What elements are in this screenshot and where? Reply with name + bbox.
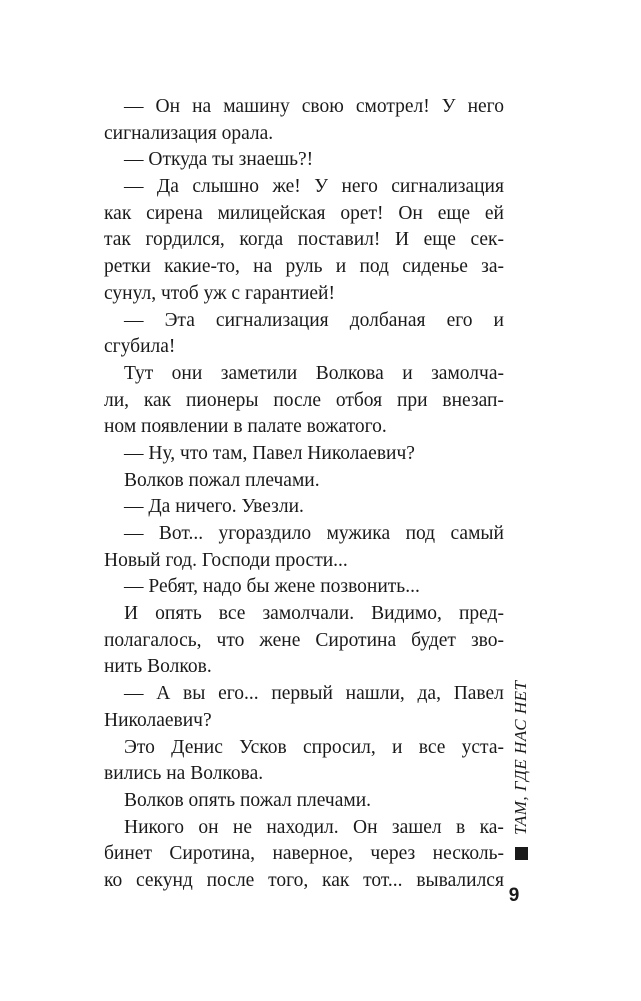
text-line: — Ну, что там, Павел Николаевич?: [124, 442, 415, 464]
text-line: Волков пожал плечами.: [124, 469, 320, 491]
text-line: нить Волков.: [104, 656, 212, 678]
text-line: — Эта сигнализация долбаная его и: [124, 309, 504, 331]
running-head-title: ТАМ, ГДЕ НАС НЕТ: [511, 680, 530, 835]
text-line: Новый год. Господи прости...: [104, 549, 348, 571]
text-line: — А вы его... первый нашли, да, Павел: [124, 683, 504, 705]
text-line: — Вот... угораздило мужика под самый: [124, 523, 504, 544]
text-line: ко секунд после того, как тот... вывалился: [104, 869, 504, 891]
text-line: И опять все замолчали. Видимо, пред-: [124, 603, 504, 625]
text-line: так гордился, когда поставил! И еще сек-: [104, 229, 504, 251]
text-line: — Откуда ты знаешь?!: [124, 149, 314, 171]
body-text: [104, 94, 504, 895]
text-line: — Да ничего. Увезли.: [124, 496, 304, 518]
text-line: ретки какие-то, на руль и под сиденье за-: [104, 256, 504, 278]
text-line: — Да слышно же! У него сигнализация: [124, 176, 504, 198]
page-number: 9: [508, 885, 520, 906]
text-line: ном появлении в палате вожатого.: [104, 416, 387, 438]
text-line: полагалось, что жене Сиротина будет зво-: [104, 629, 504, 651]
section-marker-icon: [515, 847, 528, 860]
text-line: — Он на машину свою смотрел! У него: [124, 96, 504, 117]
text-line: Волков опять пожал плечами.: [124, 789, 372, 811]
text-line: ли, как пионеры после отбоя при внезап-: [104, 389, 504, 411]
text-line: сунул, чтоб уж с гарантией!: [104, 282, 335, 304]
text-line: Николаевич?: [104, 709, 212, 731]
text-line: сгубила!: [104, 336, 176, 358]
text-line: вились на Волкова.: [104, 763, 264, 785]
text-line: Никого он не находил. Он зашел в ка-: [124, 816, 504, 838]
text-line: — Ребят, надо бы жене позвонить...: [124, 576, 420, 598]
text-line: Это Денис Усков спросил, и все уста-: [124, 736, 504, 758]
text-line: как сирена милицейская орет! Он еще ей: [104, 202, 504, 224]
text-line: Тут они заметили Волкова и замолча-: [124, 362, 504, 384]
text-line: бинет Сиротина, наверное, через несколь-: [104, 843, 504, 865]
text-line: сигнализация орала.: [104, 122, 274, 144]
